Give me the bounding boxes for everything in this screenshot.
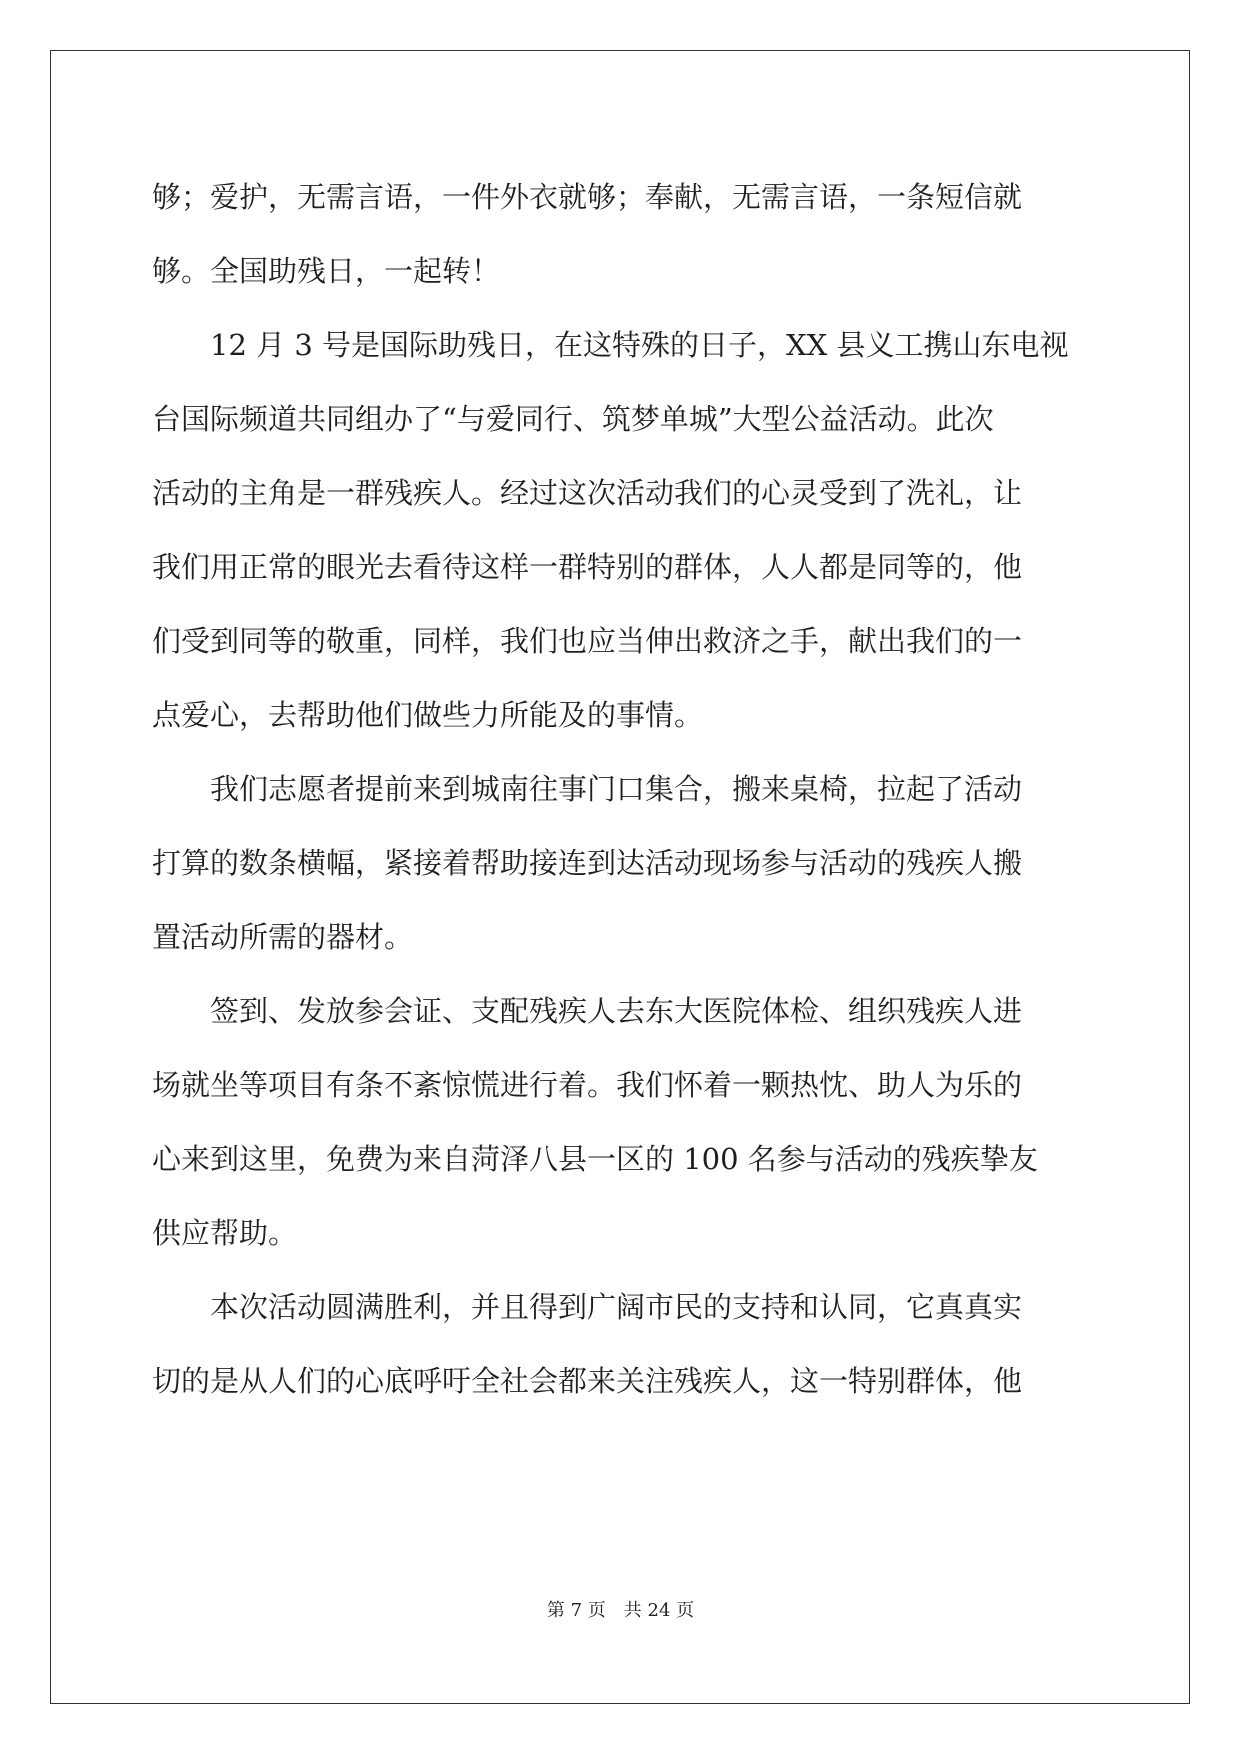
text-line: 切的是从人们的心底呼吁全社会都来关注残疾人，这一特别群体，他 xyxy=(152,1364,1023,1398)
text-line: 够。全国助残日，一起转！ xyxy=(152,254,501,288)
paragraph-first-line: 本次活动圆满胜利，并且得到广阔市民的支持和认同，它真真实 xyxy=(210,1290,1023,1324)
text-line: 点爱心，去帮助他们做些力所能及的事情。 xyxy=(152,698,704,732)
paragraph-first-line: 12 月 3 号是国际助残日，在这特殊的日子，XX 县义工携山东电视 xyxy=(210,328,1069,362)
paragraph-first-line: 我们志愿者提前来到城南往事门口集合，搬来桌椅，拉起了活动 xyxy=(210,772,1023,806)
text-line: 供应帮助。 xyxy=(152,1216,298,1250)
text-line: 我们用正常的眼光去看待这样一群特别的群体，人人都是同等的，他 xyxy=(152,550,1023,584)
text-line: 活动的主角是一群残疾人。经过这次活动我们的心灵受到了洗礼，让 xyxy=(152,476,1023,510)
body-text xyxy=(152,160,1090,1418)
text-line: 台国际频道共同组办了“与爱同行、筑梦单城”大型公益活动。此次 xyxy=(152,402,994,436)
text-line: 打算的数条横幅，紧接着帮助接连到达活动现场参与活动的残疾人搬 xyxy=(152,846,1023,880)
page-number: 第 7 页 xyxy=(546,1600,606,1621)
text-line: 们受到同等的敬重，同样，我们也应当伸出救济之手，献出我们的一 xyxy=(152,624,1023,658)
text-line: 置活动所需的器材。 xyxy=(152,920,414,954)
text-line: 心来到这里，免费为来自菏泽八县一区的 100 名参与活动的残疾挚友 xyxy=(152,1142,1038,1176)
page-footer xyxy=(0,1599,1241,1623)
paragraph-first-line: 签到、发放参会证、支配残疾人去东大医院体检、组织残疾人进 xyxy=(210,994,1023,1028)
text-line: 场就坐等项目有条不紊惊慌进行着。我们怀着一颗热忱、助人为乐的 xyxy=(152,1068,1023,1102)
page-total: 共 24 页 xyxy=(623,1600,695,1621)
text-line: 够；爱护，无需言语，一件外衣就够；奉献，无需言语，一条短信就 xyxy=(152,180,1023,214)
